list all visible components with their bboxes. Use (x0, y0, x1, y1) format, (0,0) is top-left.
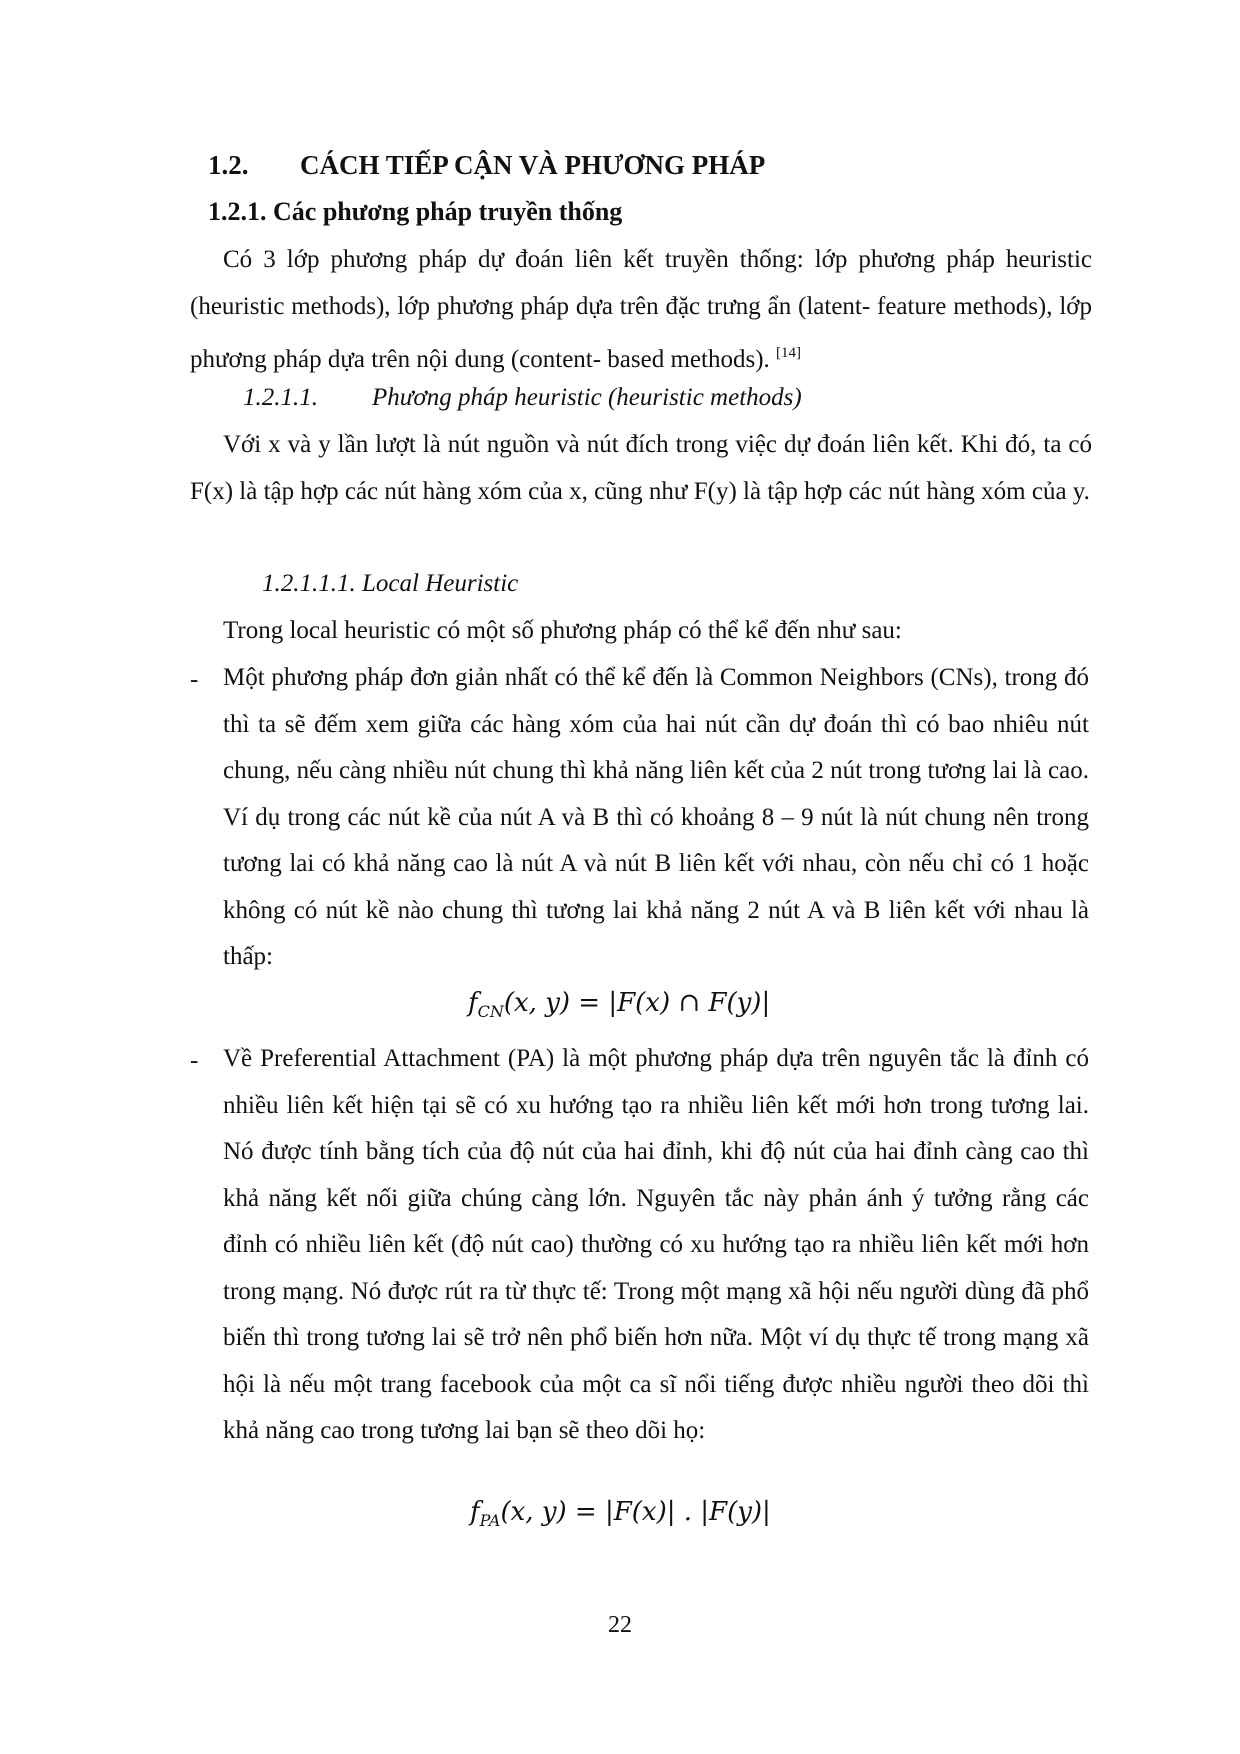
section-title: CÁCH TIẾP CẬN VÀ PHƯƠNG PHÁP (300, 150, 766, 180)
local-intro: Trong local heuristic có một số phương pháp có thể kể đến như sau: (223, 617, 902, 644)
bullet-common-neighbors: Một phương pháp đơn giản nhất có thể kể đến là Common Neighbors (CNs), trong đó thì ta sẽ đếm xem giữa các hàng xóm của hai nút cần dự đoán thì có bao nhiêu nút chung, nếu càng nhiều nút chung thì khả năng liên kết của 2 nút trong tương lai là cao. Ví dụ trong các nút kề của nút A và B thì có khoảng 8 – 9 nút là nút chung nên trong tương lai có khả năng cao là nút A và nút B liên kết với nhau, còn nếu chỉ có 1 hoặc không có nút kề nào chung thì tương lai khả năng 2 nút A và B liên kết với nhau là thấp: (223, 664, 1089, 970)
bullet-marker: - (190, 666, 199, 693)
subsubsection-title: Phương pháp heuristic (heuristic methods) (372, 384, 802, 411)
level5-heading: 1.2.1.1.1. Local Heuristic (262, 570, 519, 597)
formula-preferential-attachment (470, 1497, 771, 1530)
section-number: 1.2. (208, 150, 249, 180)
subsubsection-number: 1.2.1.1. (243, 384, 318, 411)
bullet-preferential-attachment: Về Preferential Attachment (PA) là một phương pháp dựa trên nguyên tắc là đỉnh có nhiều liên kết hiện tại sẽ có xu hướng tạo ra nhiều liên kết mới hơn trong tương lai. Nó được tính bằng tích của độ nút của hai đỉnh, khi độ nút của hai đỉnh càng cao thì khả năng kết nối giữa chúng càng lớn. Nguyên tắc này phản ánh ý tưởng rằng các đỉnh có nhiều liên kết (độ nút cao) thường có xu hướng tạo ra nhiều liên kết mới hơn trong mạng. Nó được rút ra từ thực tế: Trong một mạng xã hội nếu người dùng đã phổ biến thì trong tương lai sẽ trở nên phổ biến hơn nữa. Một ví dụ thực tế trong mạng xã hội là nếu một trang facebook của một ca sĩ nổi tiếng được nhiều người theo dõi thì khả năng cao trong tương lai bạn sẽ theo dõi họ: (223, 1045, 1089, 1444)
formula-subscript: PA (479, 1511, 501, 1530)
intro-text: Có 3 lớp phương pháp dự đoán liên kết truyền thống: lớp phương pháp heuristic (heuristic methods), lớp phương pháp dựa trên đặc trưng ẩn (latent- feature methods), lớp phương pháp dựa trên nội dung (content- based methods). (190, 246, 1092, 373)
formula-subscript: CN (477, 1002, 504, 1021)
definition-paragraph: Với x và y lần lượt là nút nguồn và nút đích trong việc dự đoán liên kết. Khi đó, ta có F(x) là tập hợp các nút hàng xóm của x, cũng như F(y) là tập hợp các nút hàng xóm của y. (190, 431, 1092, 505)
citation-ref: [14] (776, 345, 802, 361)
subsection-heading: 1.2.1. Các phương pháp truyền thống (208, 197, 623, 226)
formula-body: (x, y) = |F(x) ∩ F(y)| (503, 988, 771, 1018)
formula-func: f (468, 988, 478, 1018)
intro-paragraph (190, 237, 1092, 384)
bullet-marker: - (190, 1047, 199, 1074)
page-number: 22 (608, 1612, 632, 1638)
formula-func: f (470, 1497, 480, 1527)
formula-common-neighbors (468, 988, 770, 1021)
formula-body: (x, y) = |F(x)| . |F(y)| (500, 1497, 771, 1527)
